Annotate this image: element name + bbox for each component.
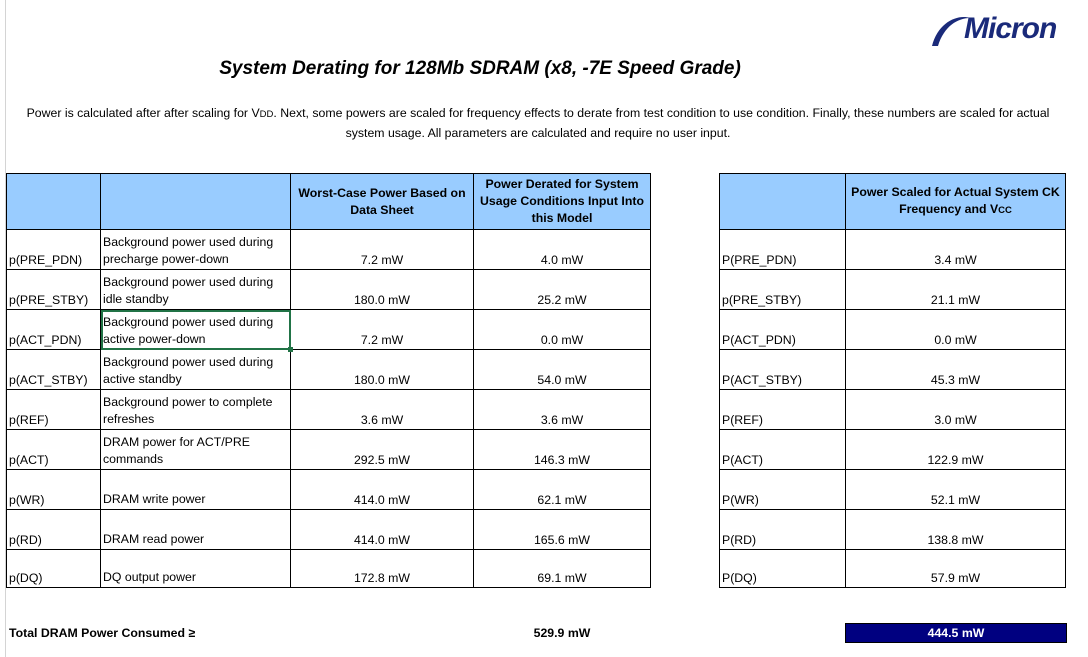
table-row <box>720 390 1066 430</box>
table-row <box>720 430 1066 470</box>
worst-case-cell[interactable]: 180.0 mW <box>291 270 474 310</box>
scaled-cell[interactable]: 57.9 mW <box>846 550 1066 588</box>
param-cell[interactable]: P(ACT) <box>720 430 846 470</box>
header-scaled-main: Power Scaled for Actual System CK Frequency and V <box>851 185 1060 216</box>
header-derated[interactable]: Power Derated for System Usage Conditions Input Into this Model <box>474 174 651 230</box>
description-cell[interactable]: DRAM write power <box>101 470 291 510</box>
param-cell[interactable]: p(REF) <box>7 390 101 430</box>
param-cell[interactable]: P(PRE_PDN) <box>720 230 846 270</box>
table-row <box>7 470 651 510</box>
scaled-cell[interactable]: 21.1 mW <box>846 270 1066 310</box>
param-cell[interactable]: p(RD) <box>7 510 101 550</box>
param-cell[interactable]: P(RD) <box>720 510 846 550</box>
header-scaled[interactable] <box>846 174 1066 230</box>
vcc-subscript: CC <box>998 205 1012 216</box>
param-cell[interactable]: P(WR) <box>720 470 846 510</box>
derated-cell[interactable]: 62.1 mW <box>474 470 651 510</box>
derated-cell[interactable]: 4.0 mW <box>474 230 651 270</box>
worst-case-cell[interactable]: 292.5 mW <box>291 430 474 470</box>
param-cell[interactable]: p(ACT_PDN) <box>7 310 101 350</box>
scaled-cell[interactable]: 122.9 mW <box>846 430 1066 470</box>
worst-case-cell[interactable]: 3.6 mW <box>291 390 474 430</box>
param-cell[interactable]: p(PRE_STBY) <box>720 270 846 310</box>
description-text <box>12 104 1064 142</box>
derated-cell[interactable]: 25.2 mW <box>474 270 651 310</box>
table-row <box>720 230 1066 270</box>
scaled-cell[interactable]: 138.8 mW <box>846 510 1066 550</box>
table-header-row <box>7 174 651 230</box>
scaled-cell[interactable]: 45.3 mW <box>846 350 1066 390</box>
total-label[interactable]: Total DRAM Power Consumed ≥ <box>9 626 196 640</box>
table-header-row <box>720 174 1066 230</box>
header-blank-param[interactable] <box>7 174 101 230</box>
description-cell[interactable]: Background power used during active standby <box>101 350 291 390</box>
table-row <box>7 350 651 390</box>
table-row <box>720 310 1066 350</box>
param-cell[interactable]: P(DQ) <box>720 550 846 588</box>
param-cell[interactable]: p(ACT_STBY) <box>7 350 101 390</box>
description-part2: . Next, some powers are scaled for frequency effects to derate from test condition to use condition. Finally, these numbers are scaled for actual system usage. All parameters are calculated and require no user input. <box>273 106 1050 140</box>
worst-case-cell[interactable]: 172.8 mW <box>291 550 474 588</box>
worst-case-cell[interactable]: 414.0 mW <box>291 470 474 510</box>
table-row <box>720 470 1066 510</box>
description-part1: Power is calculated after after scaling for V <box>26 106 260 120</box>
param-cell[interactable]: P(REF) <box>720 390 846 430</box>
table-row <box>720 270 1066 310</box>
table-row <box>7 390 651 430</box>
selection-fill-handle[interactable] <box>288 347 293 352</box>
param-cell[interactable]: p(PRE_PDN) <box>7 230 101 270</box>
scaled-cell[interactable]: 3.4 mW <box>846 230 1066 270</box>
total-scaled-value[interactable]: 444.5 mW <box>845 623 1067 643</box>
worst-case-cell[interactable]: 180.0 mW <box>291 350 474 390</box>
page-title: System Derating for 128Mb SDRAM (x8, -7E Speed Grade) <box>219 58 741 79</box>
description-cell[interactable]: Background power used during precharge power-down <box>101 230 291 270</box>
param-cell[interactable]: p(WR) <box>7 470 101 510</box>
header-worst-case[interactable]: Worst-Case Power Based on Data Sheet <box>291 174 474 230</box>
table-row <box>7 510 651 550</box>
param-cell[interactable]: p(DQ) <box>7 550 101 588</box>
micron-logo <box>928 8 1078 54</box>
worst-case-cell[interactable]: 414.0 mW <box>291 510 474 550</box>
description-cell[interactable]: DRAM read power <box>101 510 291 550</box>
description-cell[interactable]: Background power used during idle standby <box>101 270 291 310</box>
description-cell[interactable]: DQ output power <box>101 550 291 588</box>
table-row <box>7 430 651 470</box>
derated-cell[interactable]: 69.1 mW <box>474 550 651 588</box>
scaled-cell[interactable]: 3.0 mW <box>846 390 1066 430</box>
description-cell[interactable]: Background power to complete refreshes <box>101 390 291 430</box>
derated-cell[interactable]: 3.6 mW <box>474 390 651 430</box>
param-cell[interactable]: P(ACT_PDN) <box>720 310 846 350</box>
derated-cell[interactable]: 0.0 mW <box>474 310 651 350</box>
logo-text: Micron <box>964 12 1057 45</box>
worst-case-cell[interactable]: 7.2 mW <box>291 230 474 270</box>
table-row <box>7 230 651 270</box>
vdd-subscript: DD <box>259 109 274 120</box>
table-row <box>720 350 1066 390</box>
header-blank-param[interactable] <box>720 174 846 230</box>
header-blank-desc[interactable] <box>101 174 291 230</box>
param-cell[interactable]: P(ACT_STBY) <box>720 350 846 390</box>
worst-case-cell[interactable]: 7.2 mW <box>291 310 474 350</box>
scaled-cell[interactable]: 52.1 mW <box>846 470 1066 510</box>
description-cell[interactable]: Background power used during active power-down <box>101 310 291 350</box>
derated-cell[interactable]: 54.0 mW <box>474 350 651 390</box>
scaled-power-table <box>719 173 1066 588</box>
table-row <box>7 270 651 310</box>
description-cell[interactable]: DRAM power for ACT/PRE commands <box>101 430 291 470</box>
table-row <box>720 550 1066 588</box>
derated-cell[interactable]: 165.6 mW <box>474 510 651 550</box>
param-cell[interactable]: p(ACT) <box>7 430 101 470</box>
param-cell[interactable]: p(PRE_STBY) <box>7 270 101 310</box>
table-row <box>7 550 651 588</box>
derating-table <box>6 173 651 588</box>
total-derated-value[interactable]: 529.9 mW <box>533 626 591 640</box>
table-row <box>720 510 1066 550</box>
scaled-cell[interactable]: 0.0 mW <box>846 310 1066 350</box>
derated-cell[interactable]: 146.3 mW <box>474 430 651 470</box>
table-row <box>7 310 651 350</box>
